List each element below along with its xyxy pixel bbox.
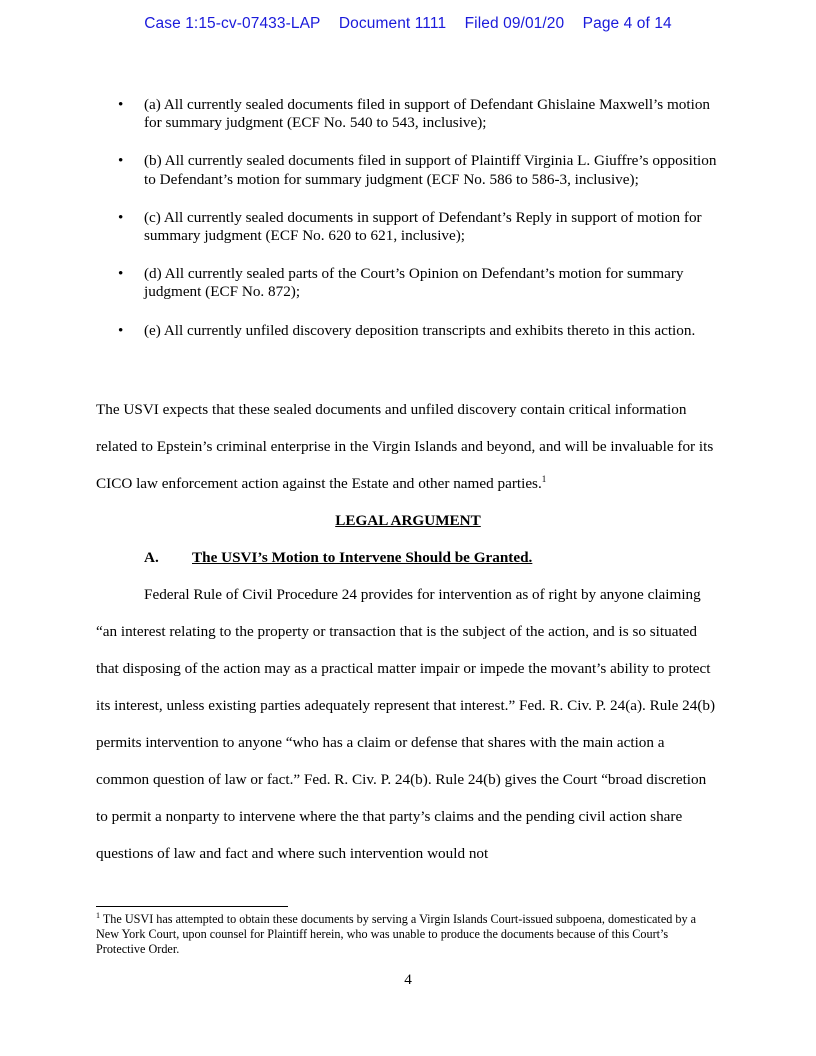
bullet-icon: • — [118, 265, 124, 283]
document-number: Document 1111 — [338, 15, 447, 32]
footnote-reference: 1 — [541, 473, 547, 484]
list-item: • (c) All currently sealed documents in support of Defendant’s Reply in support of motion for summary judgment (ECF No. 620 to 621, inclusive); — [118, 208, 702, 245]
list-item: • (e) All currently unfiled discovery deposition transcripts and exhibits thereto in this action. — [118, 321, 696, 339]
case-number: Case 1:15-cv-07433-LAP — [144, 15, 321, 32]
bullet-icon: • — [118, 208, 124, 226]
list-item: • (d) All currently sealed parts of the Court’s Opinion on Defendant’s motion for summary judgment (ECF No. 872); — [118, 265, 684, 301]
summary-paragraph: The USVI expects that these sealed documents and unfiled discovery contain critical information related to Epstein’s criminal enterprise in the Virgin Islands and beyond, and will be invaluable for its CICO law enforcement action against the Estate and other named parties.$^1$ — [96, 401, 714, 492]
page-of-total: Page 4 of 14 — [582, 15, 672, 32]
list-item: • (b) All currently sealed documents filed in support of Plaintiff Virginia L. Giuffre’s opposition to Defendant’s motion for summary judgment (ECF No. 586 to 586-3, inclusive); — [118, 152, 717, 188]
footnote — [96, 912, 720, 957]
body-text — [96, 391, 720, 872]
page-number: 4 — [404, 971, 412, 988]
bullet-icon: • — [118, 321, 124, 339]
case-header — [0, 15, 816, 33]
footnote-divider — [96, 906, 288, 907]
subheading-letter: A. — [144, 549, 159, 566]
list-item: • (a) All currently sealed documents filed in support of Defendant Ghislaine Maxwell’s motion for summary judgment (ECF No. 540 to 543, inclusive); — [118, 96, 711, 132]
argument-paragraph: Federal Rule of Civil Procedure 24 provides for intervention as of right by anyone claiming “an interest relating to the property or transaction that is the subject of the action, and is so situated that disposing of the action may as a practical matter impair or impede the movant’s ability to protect its interest, unless existing parties adequately represent that interest.” Fed. R. Civ. P. 24(a). Rule 24(b) permits intervention to anyone “who has a claim or defense that shares with the main action a common question of law or fact.” Fed. R. Civ. P. 24(b). Rule 24(b) gives the Court “broad discretion to permit a nonparty to intervene where the that party’s claims and the pending civil action share questions of law and fact and where such intervention would not — [96, 586, 716, 862]
section-heading: LEGAL ARGUMENT — [335, 512, 481, 529]
footnote-text: The USVI has attempted to obtain these documents by serving a Virgin Islands Court-issued subpoena, domesticated by a New York Court, upon counsel for Plaintiff herein, who was unable to produce the documents because of this Court’s Protective Order. — [96, 912, 697, 956]
subheading — [96, 539, 720, 576]
subheading-title: The USVI’s Motion to Intervene Should be Granted. — [192, 549, 533, 566]
bullet-icon: • — [118, 152, 124, 170]
footnote-number: 1 — [96, 910, 100, 920]
bullet-icon: • — [118, 96, 124, 113]
sealed-documents-list — [96, 96, 720, 360]
filed-date: Filed 09/01/20 — [464, 15, 565, 32]
